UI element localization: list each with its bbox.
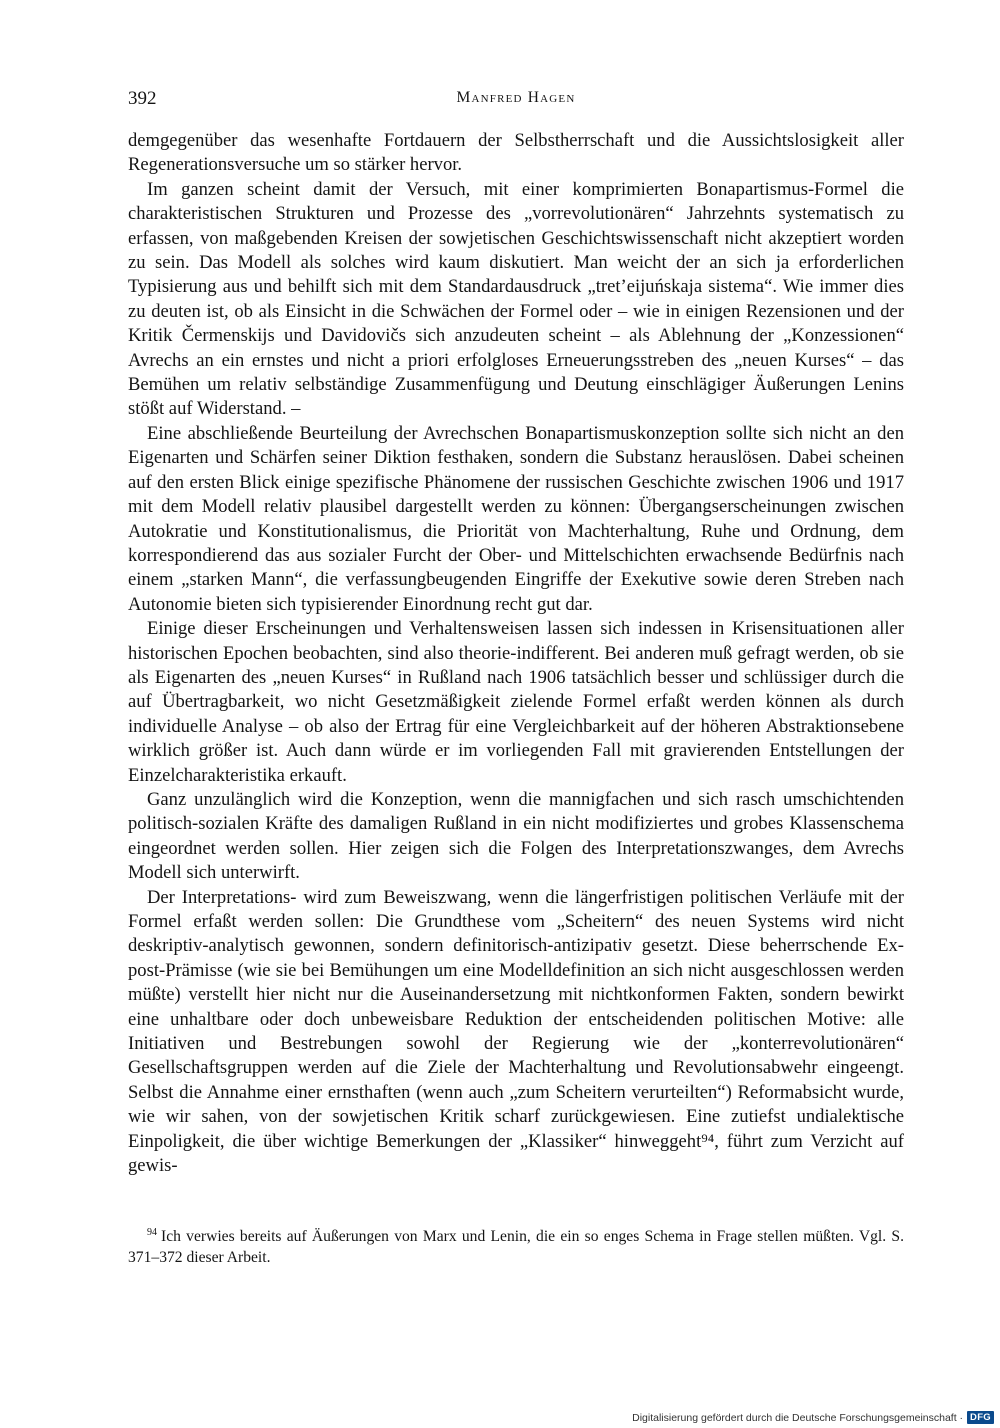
paragraph-1: demgegenüber das wesenhafte Fortdauern der Selbstherrschaft und die Aussichtslosigkeit aller Regenerationsversuche um so stärker hervor. xyxy=(128,130,904,176)
paragraph-3: Eine abschließende Beurteilung der Avrechschen Bonapartismuskonzeption sollte sich nicht an den Eigenarten und Schärfen seiner Diktion festhaken, sondern die Substanz herauslösen. Dabei scheinen auf den ersten Blick einige spezifische Phänomene der russischen Geschichte zwischen 1906 und 1917 mit dem Modell relativ plausibel dargestellt werden zu können: Übergangserscheinungen zwischen Autokratie und Konstitutionalismus, die Priorität von Machterhaltung, Ruhe und Ordnung, dem korrespondierend das aus sozialer Furcht der Ober- und Mittelschichten erwachsende Bedürfnis nach einem „starken Mann“, die verfassungbeugenden Eingriffe der Exekutive sowie deren Streben nach Autonomie bieten sich typisierender Einordnung recht gut dar. xyxy=(128,422,904,615)
running-head: Manfred Hagen xyxy=(456,89,576,106)
body-text xyxy=(128,129,904,1178)
paragraph-6: Der Interpretations- wird zum Beweiszwang, wenn die längerfristigen politischen Verläufe mit der Formel erfaßt werden sollen: Die Grundthese vom „Scheitern“ des neuen Systems wird nicht deskriptiv-analytisch gewonnen, sondern definitorisch-antizipativ gesetzt. Diese beherrschende Ex-post-Prämisse (wie sie bei Bemühungen um eine Modelldefinition an sich nicht ausgeschlossen werden müßte) verstellt hier nicht nur die Auseinandersetzung mit nichtkonformen Fakten, sondern bewirkt eine unhaltbare oder doch unbeweisbare Reduktion der entscheidenden politischen Motive: alle Initiativen und Bestrebungen sowohl der Regierung wie der „konterrevolutionären“ Gesellschaftsgruppen werden auf die Ziele der Machterhaltung und Revolutionsabwehr eingeengt. Selbst die Annahme einer ernsthaften (wenn auch „zum Scheitern verurteilten“) Reformabsicht wurde, wie wir sahen, von der sowjetischen Kritik scharf zurückgewiesen. Eine zutiefst undialektische Einpoligkeit, die über wichtige Bemerkungen der „Klassiker“ hinweggeht⁹⁴, führt zum Verzicht auf gewis- xyxy=(128,886,904,1177)
page-header xyxy=(128,88,904,118)
paragraph-4: Einige dieser Erscheinungen und Verhaltensweisen lassen sich indessen in Krisensituationen aller historischen Epochen beobachten, sind also theorie-indifferent. Bei anderen muß gefragt werden, ob sie als Eigenarten des „neuen Kurses“ in Rußland nach 1906 tatsächlich besser und schlüssiger durch die auf Übertragbarkeit, wo nicht Gesetzmäßigkeit zielende Formel erfaßt werden können als durch individuelle Analyse – ob also der Ertrag für eine Vergleichbarkeit auf der höheren Abstraktionsebene wirklich größer ist. Auch dann würde er im vorliegenden Fall mit gravierenden Entstellungen der Einzelcharakteristika erkauft. xyxy=(128,618,904,786)
page-number: 392 xyxy=(128,88,157,109)
paragraph-2: Im ganzen scheint damit der Versuch, mit einer komprimierten Bonapartismus-Formel die charakteristischen Strukturen und Prozesse des „vorrevolutionären“ Jahrzehnts systematisch zu erfassen, von maßgebenden Kreisen der sowjetischen Geschichtswissenschaft nicht akzeptiert worden zu sein. Das Modell als solches wird kaum diskutiert. Man weicht der an sich ja erforderlichen Typisierung aus und behilft sich mit dem Standardausdruck „tret’eijuńskaja sistema“. Wie immer dies zu deuten ist, ob als Einsicht in die Schwächen der Formel oder – wie in einigen Rezensionen und der Kritik Čermenskijs und Davidovičs sich anzudeuten scheint – als Ablehnung der „Konzessionen“ Avrechs an ein ernstes und nicht a priori erfolgloses Erneuerungsstreben des „neuen Kurses“ – das Bemühen um relativ selbständige Zusammenfügung und Deutung einschlägiger Äußerungen Lenins stößt auf Widerstand. – xyxy=(128,178,904,420)
footnote-94 xyxy=(128,1222,904,1268)
digitization-credit: Digitalisierung gefördert durch die Deutsche Forschungsgemeinschaft · xyxy=(632,1411,964,1424)
footnote-text: Ich verwies bereits auf Äußerungen von Marx und Lenin, die ein so enges Schema in Frage stellen müßten. Vgl. S. 371–372 dieser Arbeit. xyxy=(128,1228,904,1266)
footnote-area xyxy=(128,1222,904,1268)
dfg-logo-icon: DFG xyxy=(967,1411,994,1424)
footnote-number: 94 xyxy=(147,1227,157,1238)
digitization-banner xyxy=(632,1411,994,1424)
paragraph-5: Ganz unzulänglich wird die Konzeption, wenn die mannigfachen und sich rasch umschichtenden politisch-sozialen Kräfte des damaligen Rußland in ein nicht modifiziertes und grobes Klassenschema eingeordnet werden sollen. Hier zeigen sich die Folgen des Interpretationszwanges, dem Avrechs Modell sich unterwirft. xyxy=(128,788,904,884)
